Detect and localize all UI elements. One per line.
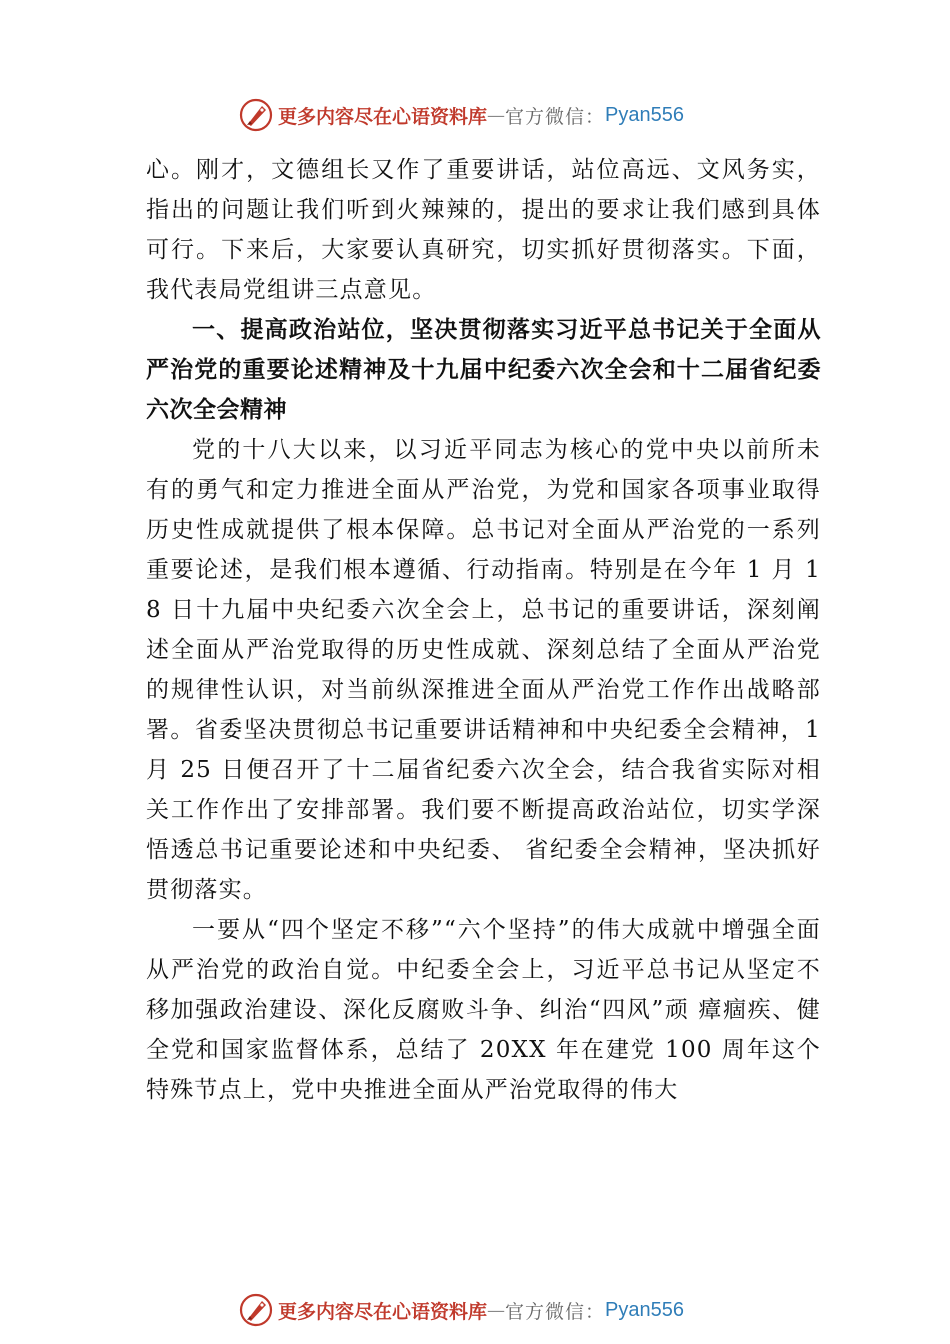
paragraph-first-requirement: 一要从“四个坚定不移”“六个坚持”的伟大成就中增强全面从严治党的政治自觉。中纪委全会上，习近平总书记从坚定不移加强政治建设、深化反腐败斗争、纠治“四风”顽 瘴痼疾、健全党和国家监督体系，总结了 20XX 年在建党 100 周年这个特殊节点上，党中央推进全面从严治党取得的伟大 — [146, 917, 821, 1103]
watermark-official-label: 官方微信： — [505, 1300, 606, 1323]
document-body — [146, 150, 821, 1110]
watermark-wechat-id: Pyan556 — [605, 103, 684, 126]
section-heading-1: 一、提高政治站位，坚决贯彻落实习近平总书记关于全面从严治党的重要论述精神及十九届中纪委六次全会和十二届省纪委六次全会精神 — [146, 317, 821, 423]
footer-watermark — [238, 1290, 684, 1330]
watermark-wechat-id: Pyan556 — [605, 1298, 684, 1321]
watermark-separator: — — [487, 104, 506, 126]
pen-nib-logo-icon — [238, 97, 274, 133]
watermark-brand: 更多内容尽在心语资料库 — [278, 1300, 488, 1323]
pen-nib-logo-icon — [238, 1292, 274, 1328]
paragraph-party-eighteenth-congress: 党的十八大以来，以习近平同志为核心的党中央以前所未有的勇气和定力推进全面从严治党，为党和国家各项事业取得历史性成就提供了根本保障。总书记对全面从严治党的一系列重要论述，是我们根本遵循、行动指南。特别是在今年 1 月 18 日十九届中央纪委六次全会上，总书记的重要讲话，深刻阐述全面从严治党取得的历史性成就、深刻总结了全面从严治党的规律性认识，对当前纵深推进全面从严治党工作作出战略部署。省委坚决贯彻总书记重要讲话精神和中央纪委全会精神，1 月 25 日便召开了十二届省纪委六次全会，结合我省实际对相关工作作出了安排部署。我们要不断提高政治站位，切实学深悟透总书记重要论述和中央纪委、 省纪委全会精神，坚决抓好贯彻落实。 — [146, 437, 821, 903]
paragraph-continuation: 心。刚才，文德组长又作了重要讲话，站位高远、文风务实，指出的问题让我们听到火辣辣的，提出的要求让我们感到具体可行。下来后，大家要认真研究，切实抓好贯彻落实。下面，我代表局党组讲三点意见。 — [146, 157, 821, 303]
watermark-brand: 更多内容尽在心语资料库 — [278, 105, 488, 128]
watermark-official-label: 官方微信： — [505, 105, 606, 128]
header-watermark — [238, 95, 684, 135]
watermark-separator: — — [487, 1299, 506, 1321]
